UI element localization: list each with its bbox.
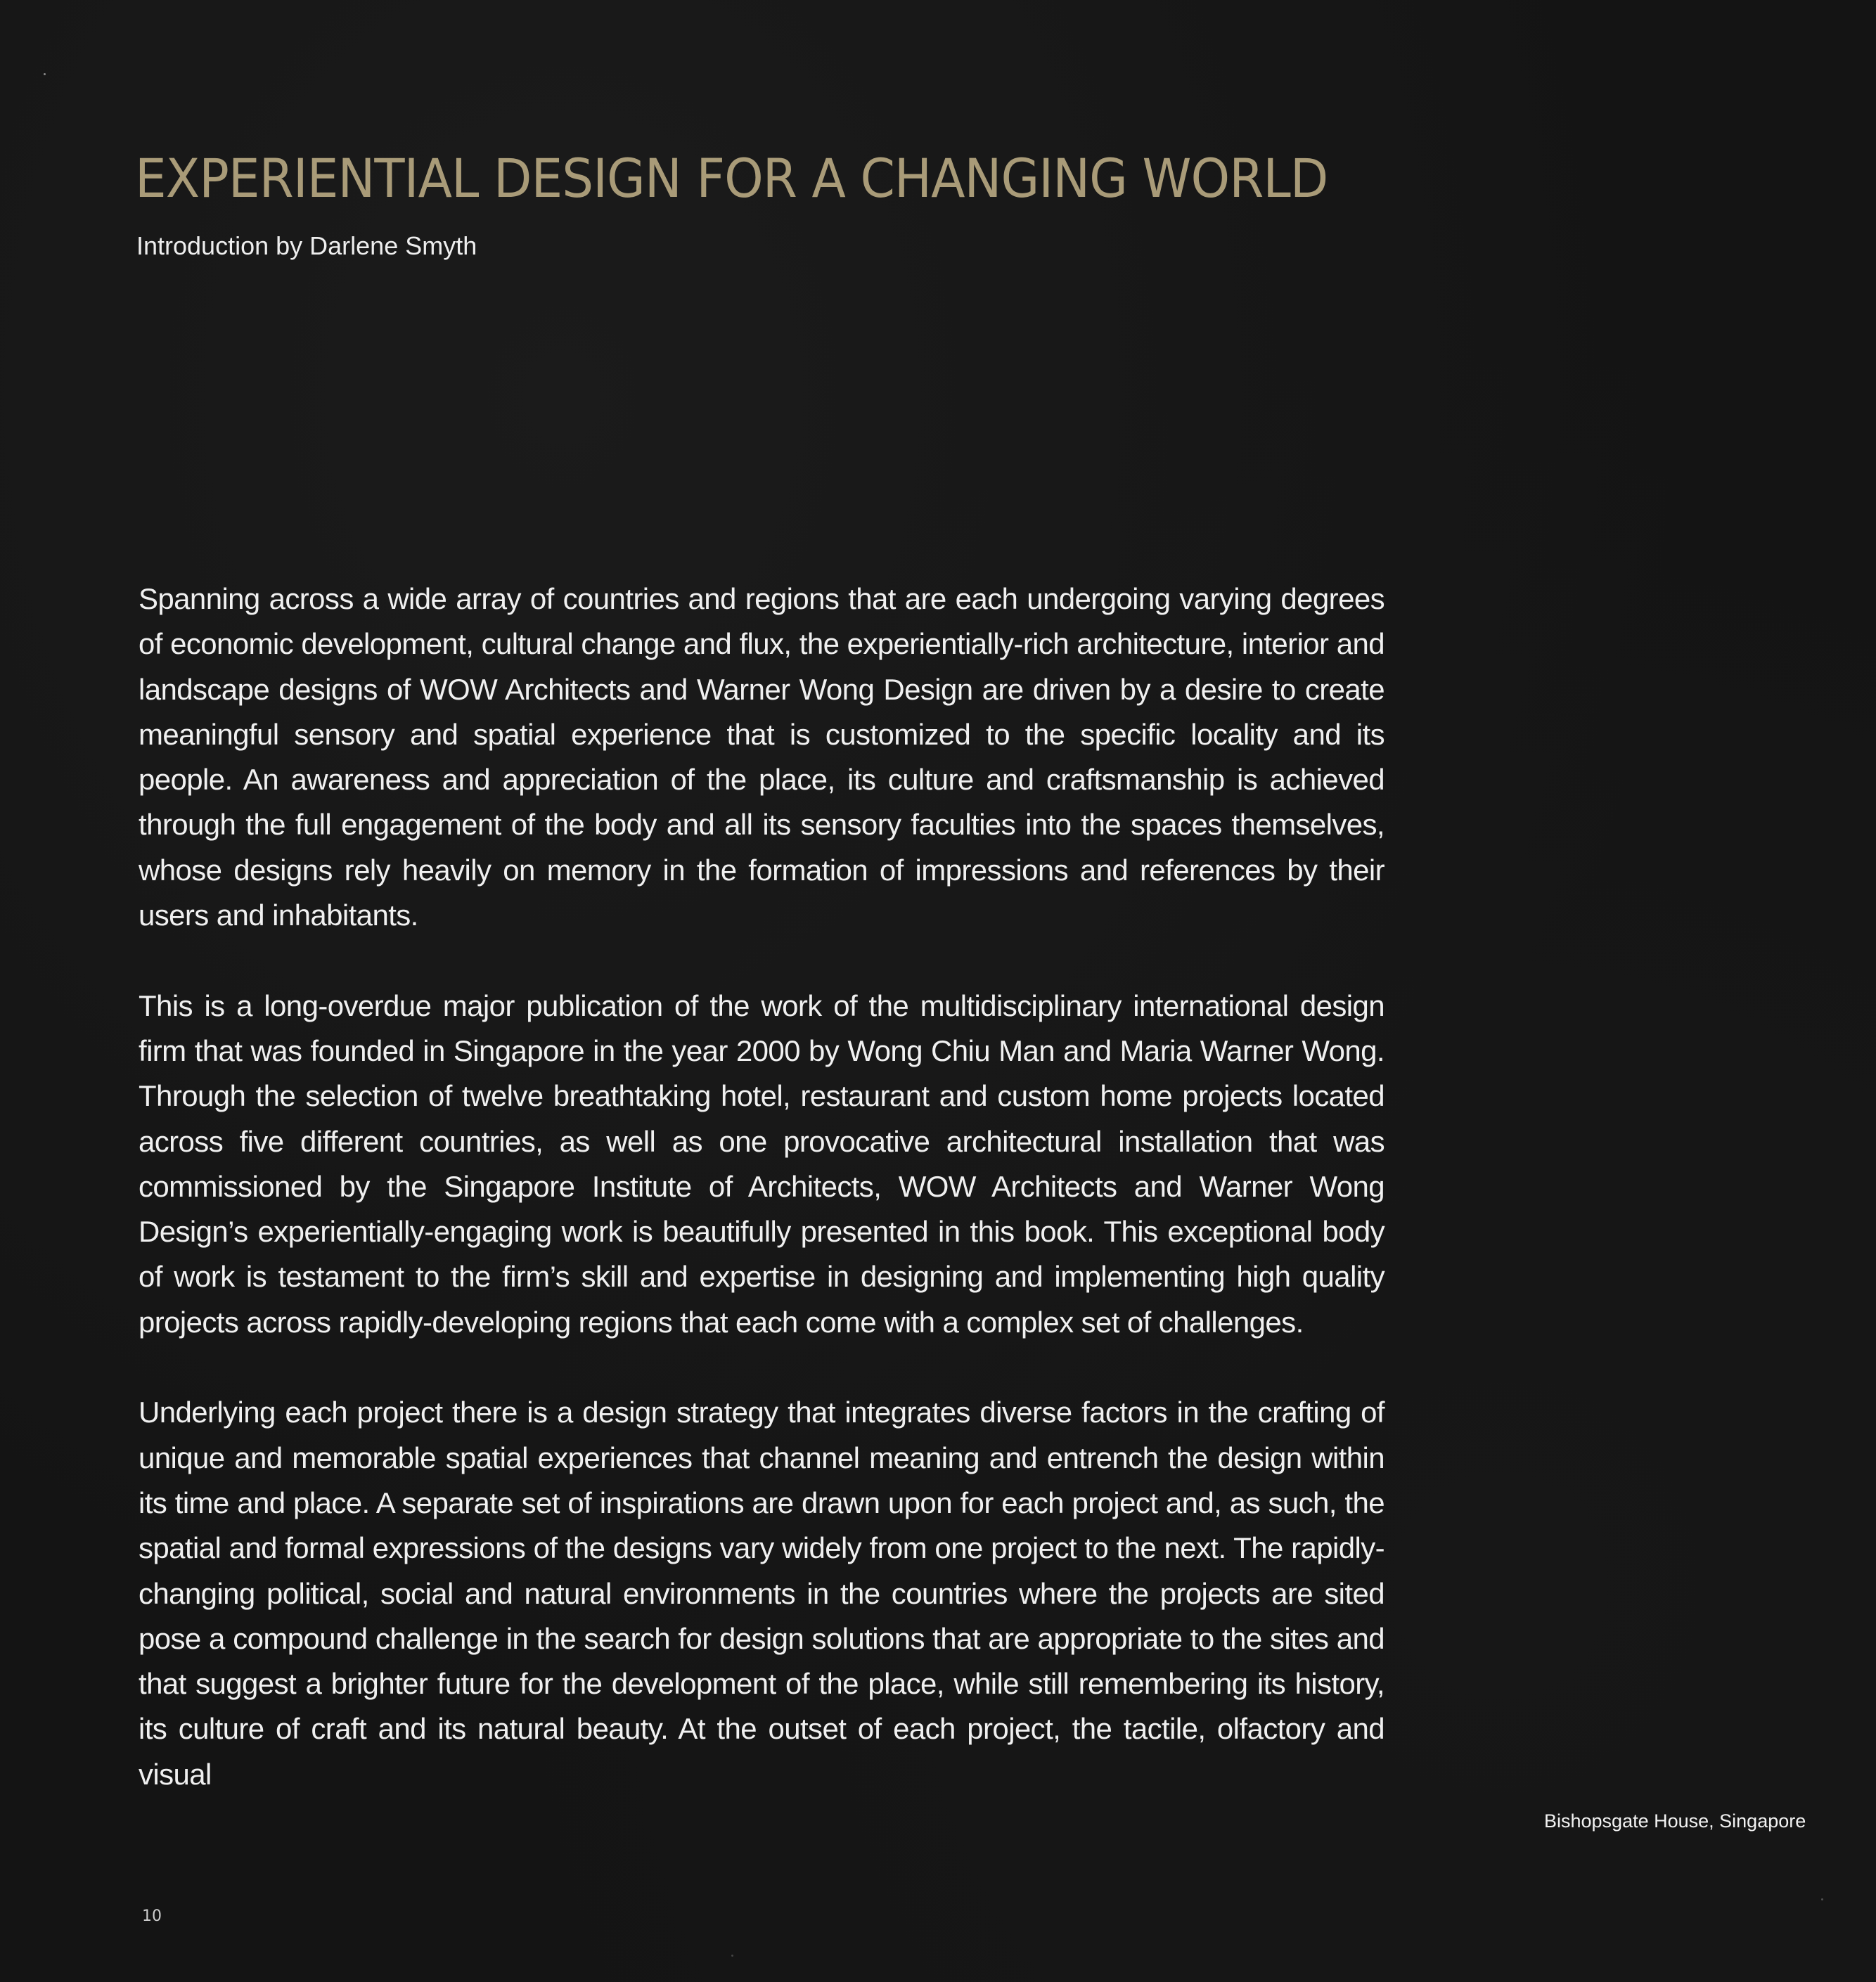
dust-speck [44,73,46,75]
paragraph: This is a long-overdue major publication of the work of the multidisciplinary international design firm that was founded in Singapore in the year 2000 by Wong Chiu Man and Maria Warner Wong. Through the selection of twelve breathtaking hotel, restaurant and custom home projects located across five different countries, as well as one provocative architectural installation that was commissioned by the Singapore Institute of Architects, WOW Architects and Warner Wong Design’s experientially-engaging work is beautifully presented in this book. This exceptional body of work is testament to the firm’s skill and expertise in designing and implementing high quality projects across rapidly-developing regions that each come with a complex set of challenges. [139,989,1384,1339]
chapter-subtitle: Introduction by Darlene Smyth [136,231,477,260]
image-caption: Bishopsgate House, Singapore [1544,1810,1806,1832]
article-body [139,577,1384,1842]
dust-speck [731,1955,733,1957]
paragraph: Underlying each project there is a design strategy that integrates diverse factors in the crafting of unique and memorable spatial experiences that channel meaning and entrench the design within its time and place. A separate set of inspirations are drawn upon for each project and, as such, the spatial and formal expressions of the designs vary widely from one project to the next. The rapidly-changing political, social and natural environments in the countries where the projects are sited pose a compound challenge in the search for design solutions that are appropriate to the sites and that suggest a brighter future for the development of the place, while still remembering its history, its culture of craft and its natural beauty. At the outset of each project, the tactile, olfactory and visual [139,1396,1384,1791]
dust-speck [1821,1898,1823,1900]
chapter-title: EXPERIENTIAL DESIGN FOR A CHANGING WORLD [135,147,1328,210]
paragraph: Spanning across a wide array of countries and regions that are each undergoing varying degrees of economic development, cultural change and flux, the experientially-rich architecture, interior and landscape designs of WOW Architects and Warner Wong Design are driven by a desire to create meaningful sensory and spatial experience that is customized to the specific locality and its people. An awareness and appreciation of the place, its culture and craftsmanship is achieved through the full engagement of the body and all its sensory faculties into the spaces themselves, whose designs rely heavily on memory in the formation of impressions and references by their users and inhabitants. [139,582,1384,932]
page-number: 10 [142,1907,162,1925]
